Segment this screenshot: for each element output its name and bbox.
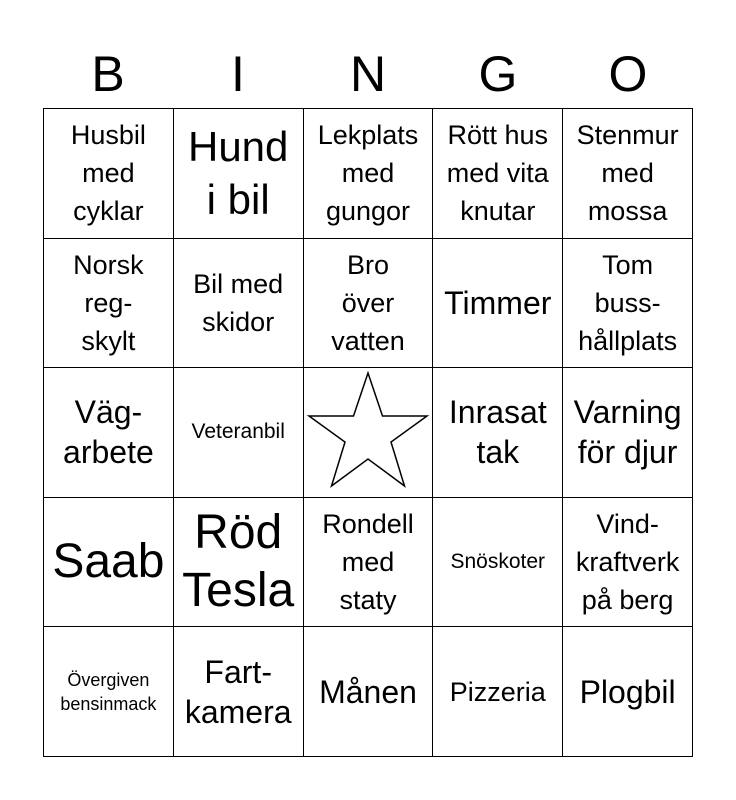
header-letter-n: N <box>349 46 387 102</box>
bingo-cell[interactable] <box>44 368 174 498</box>
star-icon <box>305 369 431 496</box>
bingo-cell[interactable] <box>304 627 434 757</box>
cell-label: Stenmur med mossa <box>576 120 679 227</box>
bingo-cell[interactable] <box>433 498 563 628</box>
bingo-cell[interactable] <box>304 239 434 369</box>
cell-label: Lekplats med gungor <box>317 120 419 227</box>
cell-label: Rött hus med vita knutar <box>446 120 549 227</box>
bingo-cell[interactable] <box>44 239 174 369</box>
cell-label: Övergiven bensinmack <box>60 669 157 714</box>
header-letter-i: I <box>231 46 245 102</box>
cell-label: Timmer <box>444 284 552 321</box>
bingo-cell[interactable] <box>304 109 434 239</box>
cell-label: Veteranbil <box>191 420 285 444</box>
cell-label: Pizzeria <box>449 676 546 707</box>
bingo-cell[interactable] <box>44 109 174 239</box>
bingo-cell[interactable] <box>44 498 174 628</box>
bingo-grid <box>43 108 693 757</box>
bingo-cell[interactable] <box>563 368 693 498</box>
cell-label: Bro över vatten <box>331 249 405 356</box>
cell-label: Tom buss- hållplats <box>578 249 678 356</box>
cell-label: Fart- kamera <box>184 653 292 730</box>
header-letter-o: O <box>608 46 648 102</box>
bingo-cell[interactable] <box>174 109 304 239</box>
cell-label: Husbil med cyklar <box>70 120 146 227</box>
bingo-cell[interactable] <box>563 498 693 628</box>
bingo-cell[interactable] <box>563 239 693 369</box>
cell-label: Inrasat tak <box>448 394 547 471</box>
bingo-cell[interactable] <box>174 498 304 628</box>
cell-label: Bil med skidor <box>193 268 284 337</box>
cell-label: Snöskoter <box>450 550 546 574</box>
cell-label: Plogbil <box>579 673 676 710</box>
bingo-cell[interactable] <box>433 109 563 239</box>
cell-label: Hund i bil <box>187 123 289 224</box>
cell-label: Norsk reg- skylt <box>73 249 144 356</box>
bingo-header <box>43 40 693 108</box>
bingo-cell[interactable] <box>44 627 174 757</box>
bingo-cell[interactable] <box>563 627 693 757</box>
header-letter-g: G <box>478 46 518 102</box>
cell-label: Väg- arbete <box>63 394 154 471</box>
bingo-cell[interactable] <box>563 109 693 239</box>
header-letter-b: B <box>91 46 125 102</box>
cell-label: Varning för djur <box>573 394 682 471</box>
cell-label: Vind- kraftverk på berg <box>575 509 680 616</box>
bingo-cell[interactable] <box>174 368 304 498</box>
bingo-cell[interactable] <box>304 368 434 498</box>
cell-label: Saab <box>52 535 165 589</box>
bingo-cell[interactable] <box>433 368 563 498</box>
bingo-cell[interactable] <box>174 239 304 369</box>
cell-label: Röd Tesla <box>182 506 295 618</box>
cell-label: Månen <box>319 673 417 710</box>
bingo-cell[interactable] <box>174 627 304 757</box>
cell-label: Rondell med staty <box>322 509 414 616</box>
bingo-cell[interactable] <box>433 239 563 369</box>
bingo-cell[interactable] <box>433 627 563 757</box>
bingo-cell[interactable] <box>304 498 434 628</box>
